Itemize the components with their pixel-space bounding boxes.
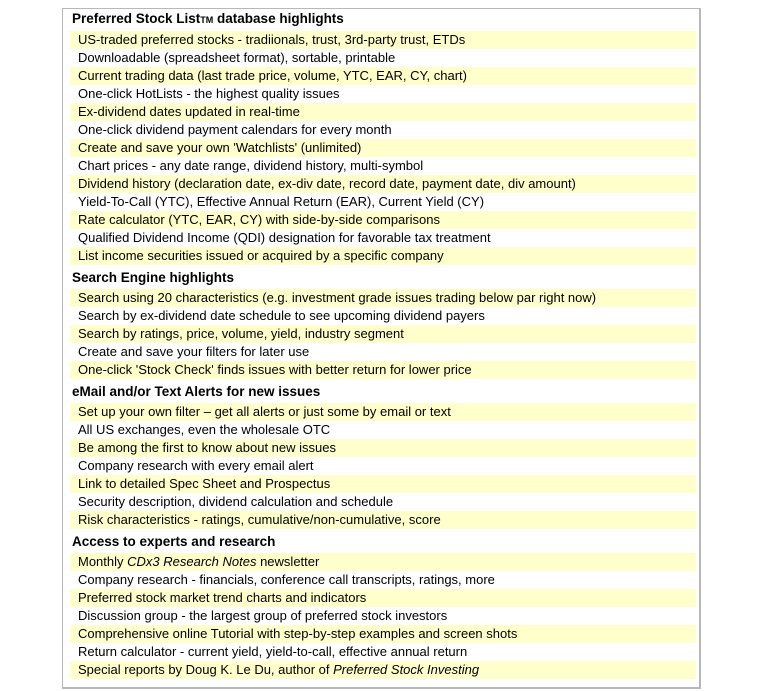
list-item-text: CDx3 Research Notes [127, 554, 257, 569]
list-item-text: All US exchanges, even the wholesale OTC [78, 422, 331, 437]
section-heading-text: Search Engine highlights [72, 270, 235, 285]
list-item [70, 643, 696, 661]
list-item [70, 493, 696, 511]
list-item-text: Preferred Stock Investing [333, 662, 480, 677]
list-item [70, 511, 696, 529]
list-item-text: One-click HotLists - the highest quality issues [78, 86, 340, 101]
list-item-text: Monthly [78, 554, 128, 569]
list-item [70, 439, 696, 457]
list-item-text: Discussion group - the largest group of preferred stock investors [78, 608, 448, 623]
list-item-text: Risk characteristics - ratings, cumulative/non-cumulative, score [78, 512, 441, 527]
list-item [70, 289, 696, 307]
list-item-text: Be among the first to know about new issues [78, 440, 336, 455]
section-heading [63, 269, 697, 287]
list-item [70, 193, 696, 211]
list-item [70, 625, 696, 643]
list-item-text: Search by ex-dividend date schedule to see upcoming dividend payers [78, 308, 485, 323]
list-item-text: Current trading data (last trade price, volume, YTC, EAR, CY, chart) [78, 68, 467, 83]
list-item-text: Company research - financials, conference call transcripts, ratings, more [78, 572, 495, 587]
list-item [70, 67, 696, 85]
list-item-text: Downloadable (spreadsheet format), sortable, printable [78, 50, 396, 65]
list-item [70, 247, 696, 265]
list-item [70, 589, 696, 607]
section-heading-text: Access to experts and research [72, 534, 276, 549]
list-item [70, 31, 696, 49]
list-item-text: US-traded preferred stocks - tradiionals, trust, 3rd-party trust, ETDs [78, 32, 466, 47]
list-item [70, 343, 696, 361]
list-item-text: Chart prices - any date range, dividend history, multi-symbol [78, 158, 424, 173]
list-item-text: Comprehensive online Tutorial with step-by-step examples and screen shots [78, 626, 518, 641]
section-heading [63, 533, 697, 551]
list-item-text: Security description, dividend calculation and schedule [78, 494, 394, 509]
list-item [70, 475, 696, 493]
list-item [70, 457, 696, 475]
list-item [70, 121, 696, 139]
list-item [70, 325, 696, 343]
list-item-text: Link to detailed Spec Sheet and Prospectus [78, 476, 331, 491]
list-item [70, 211, 696, 229]
list-item-text: Return calculator - current yield, yield-to-call, effective annual return [78, 644, 468, 659]
section-heading-text: Preferred Stock List [72, 11, 201, 26]
list-item-text: Yield-To-Call (YTC), Effective Annual Return (EAR), Current Yield (CY) [78, 194, 485, 209]
list-item-text: Set up your own filter – get all alerts or just some by email or text [78, 404, 451, 419]
list-item [70, 403, 696, 421]
list-item-text: Search by ratings, price, volume, yield, industry segment [78, 326, 404, 341]
list-item [70, 103, 696, 121]
section-heading [63, 383, 697, 401]
list-item [70, 553, 696, 571]
list-item-text: One-click dividend payment calendars for every month [78, 122, 392, 137]
list-item [70, 85, 696, 103]
list-item [70, 661, 696, 679]
list-item [70, 157, 696, 175]
list-item-text: Create and save your filters for later use [78, 344, 310, 359]
section-heading-text: eMail and/or Text Alerts for new issues [72, 384, 321, 399]
list-item [70, 49, 696, 67]
list-item [70, 175, 696, 193]
list-item [70, 607, 696, 625]
list-item [70, 139, 696, 157]
list-item-text: Create and save your own 'Watchlists' (unlimited) [78, 140, 362, 155]
list-item-text: Search using 20 characteristics (e.g. investment grade issues trading below par right now) [78, 290, 597, 305]
features-panel [62, 8, 701, 689]
list-item [70, 421, 696, 439]
trademark-mark: TM [200, 15, 214, 25]
section-heading [63, 10, 697, 29]
list-item [70, 571, 696, 589]
list-item-text: Qualified Dividend Income (QDI) designation for favorable tax treatment [78, 230, 491, 245]
list-item-text: One-click 'Stock Check' finds issues with better return for lower price [78, 362, 472, 377]
list-item-text: Rate calculator (YTC, EAR, CY) with side-by-side comparisons [78, 212, 440, 227]
list-item-text: newsletter [256, 554, 320, 569]
list-item-text: Dividend history (declaration date, ex-div date, record date, payment date, div amount) [78, 176, 576, 191]
section-heading-text: database highlights [213, 11, 344, 26]
list-item-text: List income securities issued or acquired by a specific company [78, 248, 444, 263]
list-item-text: Preferred stock market trend charts and indicators [78, 590, 367, 605]
list-item [70, 229, 696, 247]
list-item-text: Special reports by Doug K. Le Du, author of [78, 662, 334, 677]
list-item-text: Company research with every email alert [78, 458, 314, 473]
list-item-text: Ex-dividend dates updated in real-time [78, 104, 300, 119]
list-item [70, 307, 696, 325]
list-item [70, 361, 696, 379]
